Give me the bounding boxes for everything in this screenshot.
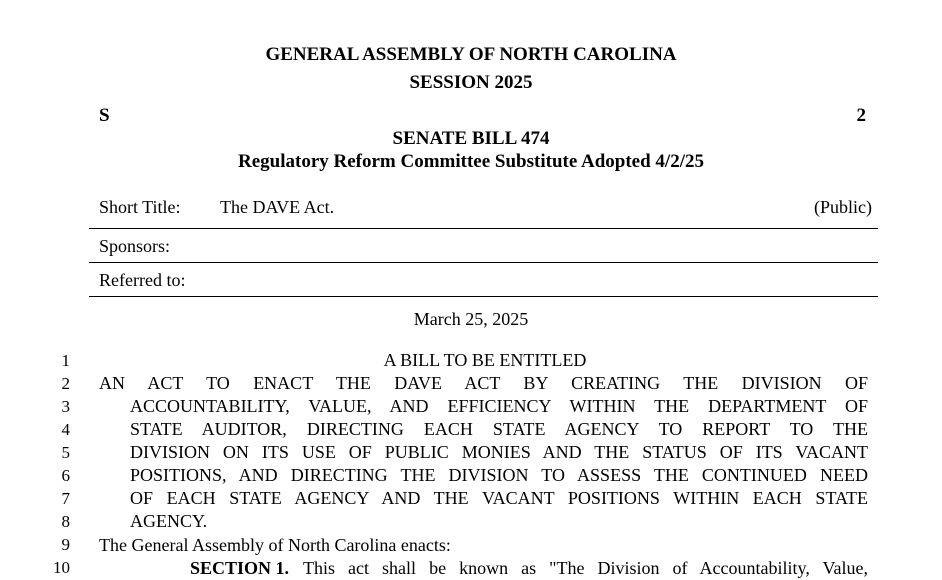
line-number: 2 [61,374,70,393]
section-text: This act shall be known as "The Division of Accountability, Value, [303,558,868,578]
short-title-value: The DAVE Act. [220,197,335,217]
assembly-heading: GENERAL ASSEMBLY OF NORTH CAROLINA [265,44,677,65]
act-title-line: AGENCY. [130,511,208,531]
line-number: 1 [61,351,70,370]
divider [89,228,878,229]
section-one [190,558,868,579]
act-title-line: STATE AUDITOR, DIRECTING EACH STATE AGENCY TO REPORT TO THE [130,419,868,439]
referred-label: Referred to: [99,270,186,290]
divider [89,296,878,297]
sponsors-label: Sponsors: [99,236,171,256]
divider [89,262,878,263]
bill-entitled: A BILL TO BE ENTITLED [383,350,587,370]
line-number: 5 [61,443,70,462]
committee-note: Regulatory Reform Committee Substitute Adopted 4/2/25 [238,151,704,172]
public-label: (Public) [814,197,872,217]
act-title-line: AN ACT TO ENACT THE DAVE ACT BY CREATING THE DIVISION OF [99,373,868,393]
line-number: 6 [61,466,70,485]
session-heading: SESSION 2025 [409,72,533,93]
chamber-code: S [99,105,110,126]
section-label: SECTION 1. [190,558,290,578]
act-title-line: ACCOUNTABILITY, VALUE, AND EFFICIENCY WITHIN THE DEPARTMENT OF [130,396,868,416]
act-title-line: OF EACH STATE AGENCY AND THE VACANT POSITIONS WITHIN EACH STATE [130,488,868,508]
enacting-clause: The General Assembly of North Carolina enacts: [99,535,451,555]
line-number: 10 [53,558,70,577]
line-number: 9 [61,535,70,554]
line-number: 8 [61,512,70,531]
act-title-line: DIVISION ON ITS USE OF PUBLIC MONIES AND THE STATUS OF ITS VACANT [130,442,868,462]
bill-title: SENATE BILL 474 [392,128,550,149]
bill-date: March 25, 2025 [413,309,529,329]
short-title-label: Short Title: [99,197,181,217]
act-title-line: POSITIONS, AND DIRECTING THE DIVISION TO ASSESS THE CONTINUED NEED [130,465,868,485]
line-number: 3 [61,397,70,416]
version-number: 2 [856,105,866,126]
line-number: 4 [61,420,70,439]
line-number: 7 [61,489,70,508]
